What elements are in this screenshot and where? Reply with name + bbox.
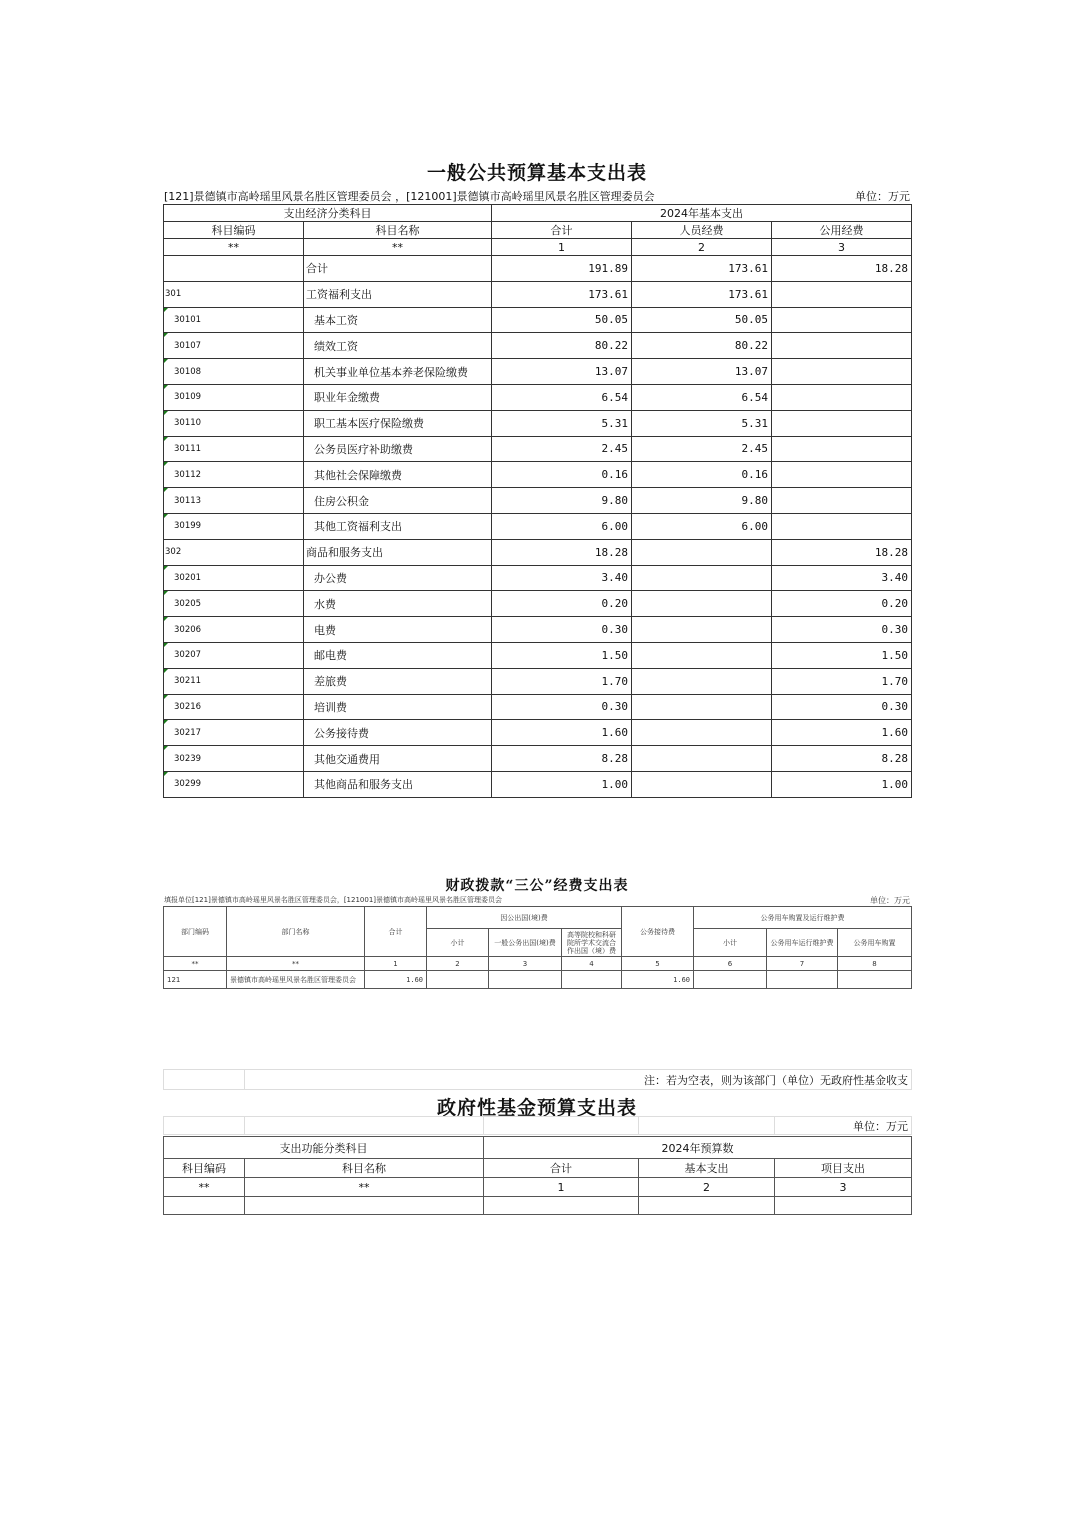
row-personnel: 13.07 [632, 359, 772, 385]
row-name: 其他工资福利支出 [304, 513, 492, 539]
table2-title: 财政拨款“三公”经费支出表 [445, 878, 629, 894]
row-name: 工资福利支出 [304, 281, 492, 307]
row-name: 住房公积金 [304, 488, 492, 514]
dept-reception: 1.60 [622, 971, 694, 989]
three-public-expenses-table [163, 906, 912, 989]
table-row [164, 256, 912, 282]
row-total: 18.28 [492, 539, 632, 565]
dept-name: 景德镇市高岭瑶里风景名胜区管理委员会 [227, 971, 365, 989]
row-public [772, 281, 912, 307]
row-code: 30206 [164, 617, 304, 643]
row-code: 30201 [164, 565, 304, 591]
table-row [164, 359, 912, 385]
row-name: 差旅费 [304, 668, 492, 694]
table3-note: 注：若为空表，则为该部门（单位）无政府性基金收支 [245, 1070, 912, 1090]
index-cell: ** [245, 1178, 484, 1197]
basic-expenditure-table [163, 204, 912, 798]
row-code: 30216 [164, 694, 304, 720]
row-code: 30111 [164, 436, 304, 462]
row-public [772, 436, 912, 462]
row-personnel: 6.54 [632, 384, 772, 410]
group-header-left: 支出经济分类科目 [164, 205, 492, 222]
h-abroad-school: 高等院校和科研院所学术交流合作出国（境）费 [562, 929, 622, 957]
row-public: 1.70 [772, 668, 912, 694]
index-cell: 3 [772, 239, 912, 256]
row-name: 办公费 [304, 565, 492, 591]
table3-unit-grid [163, 1116, 912, 1135]
dept-total: 1.60 [365, 971, 427, 989]
table-row [164, 462, 912, 488]
row-personnel [632, 642, 772, 668]
table-row [164, 971, 912, 989]
row-total: 0.20 [492, 591, 632, 617]
table-row [164, 771, 912, 797]
row-total: 3.40 [492, 565, 632, 591]
row-public [772, 307, 912, 333]
row-name: 职业年金缴费 [304, 384, 492, 410]
row-name: 其他商品和服务支出 [304, 771, 492, 797]
index-cell: 1 [365, 957, 427, 971]
table-row [164, 384, 912, 410]
group-header-right: 2024年基本支出 [492, 205, 912, 222]
row-code [164, 256, 304, 282]
index-cell: ** [164, 957, 227, 971]
index-cell: 2 [632, 239, 772, 256]
row-code: 30299 [164, 771, 304, 797]
row-personnel: 5.31 [632, 410, 772, 436]
index-cell: 2 [639, 1178, 775, 1197]
table-row [164, 668, 912, 694]
row-code: 30205 [164, 591, 304, 617]
col-header-code: 科目编码 [164, 1159, 245, 1178]
row-public [772, 462, 912, 488]
table-row [164, 642, 912, 668]
table-row [164, 746, 912, 772]
row-public: 0.20 [772, 591, 912, 617]
row-name: 其他交通费用 [304, 746, 492, 772]
h-abroad: 因公出国(境)费 [427, 907, 622, 929]
row-public: 18.28 [772, 539, 912, 565]
table2-unit: 单位：万元 [870, 896, 910, 905]
row-personnel [632, 694, 772, 720]
row-total: 6.54 [492, 384, 632, 410]
row-personnel [632, 746, 772, 772]
table3-unit: 单位：万元 [775, 1117, 912, 1135]
index-cell: 8 [838, 957, 912, 971]
table-row [164, 720, 912, 746]
row-public: 1.60 [772, 720, 912, 746]
h-abroad-sub: 小计 [427, 929, 489, 957]
index-cell: ** [304, 239, 492, 256]
row-name: 商品和服务支出 [304, 539, 492, 565]
row-total: 0.30 [492, 617, 632, 643]
table-row [164, 488, 912, 514]
index-cell: 6 [694, 957, 767, 971]
row-name: 其他社会保障缴费 [304, 462, 492, 488]
row-code: 30207 [164, 642, 304, 668]
row-total: 80.22 [492, 333, 632, 359]
col-header-personnel: 人员经费 [632, 222, 772, 239]
row-total: 8.28 [492, 746, 632, 772]
row-name: 基本工资 [304, 307, 492, 333]
col-header-name: 科目名称 [245, 1159, 484, 1178]
row-public: 1.00 [772, 771, 912, 797]
row-name: 职工基本医疗保险缴费 [304, 410, 492, 436]
dept-code: 121 [164, 971, 227, 989]
col-header-basic: 基本支出 [639, 1159, 775, 1178]
row-name: 绩效工资 [304, 333, 492, 359]
row-code: 30239 [164, 746, 304, 772]
row-personnel: 173.61 [632, 281, 772, 307]
index-cell: 1 [484, 1178, 639, 1197]
table-row [164, 694, 912, 720]
index-cell: 1 [492, 239, 632, 256]
row-code: 30112 [164, 462, 304, 488]
table1-unit: 单位：万元 [855, 190, 910, 203]
col-header-project: 项目支出 [775, 1159, 912, 1178]
row-personnel: 173.61 [632, 256, 772, 282]
col-header-public: 公用经费 [772, 222, 912, 239]
table1-org: [121]景德镇市高岭瑶里风景名胜区管理委员会 ，[121001]景德镇市高岭瑶里风景名胜区管理委员会 [164, 190, 655, 203]
table1-title: 一般公共预算基本支出表 [426, 162, 647, 184]
row-total: 173.61 [492, 281, 632, 307]
row-code: 30110 [164, 410, 304, 436]
group-header-left: 支出功能分类科目 [164, 1137, 484, 1159]
row-name: 公务接待费 [304, 720, 492, 746]
row-name: 邮电费 [304, 642, 492, 668]
index-cell: 5 [622, 957, 694, 971]
col-header-code: 科目编码 [164, 222, 304, 239]
row-public: 3.40 [772, 565, 912, 591]
table-row [164, 617, 912, 643]
h-vehicle-buy: 公务用车购置 [838, 929, 912, 957]
table-row [164, 539, 912, 565]
row-code: 30113 [164, 488, 304, 514]
row-personnel: 9.80 [632, 488, 772, 514]
row-personnel [632, 771, 772, 797]
table-row [164, 513, 912, 539]
row-personnel [632, 565, 772, 591]
row-personnel [632, 720, 772, 746]
row-total: 5.31 [492, 410, 632, 436]
row-total: 0.30 [492, 694, 632, 720]
row-personnel: 50.05 [632, 307, 772, 333]
row-public [772, 333, 912, 359]
index-cell: 7 [767, 957, 838, 971]
index-cell: 2 [427, 957, 489, 971]
row-code: 30211 [164, 668, 304, 694]
row-public [772, 410, 912, 436]
row-total: 1.60 [492, 720, 632, 746]
row-total: 191.89 [492, 256, 632, 282]
index-cell: ** [164, 239, 304, 256]
row-public: 8.28 [772, 746, 912, 772]
row-public: 0.30 [772, 617, 912, 643]
row-personnel [632, 591, 772, 617]
row-personnel: 6.00 [632, 513, 772, 539]
index-cell: ** [164, 1178, 245, 1197]
h-vehicle: 公务用车购置及运行维护费 [694, 907, 912, 929]
row-code: 30199 [164, 513, 304, 539]
col-header-total: 合计 [484, 1159, 639, 1178]
row-total: 13.07 [492, 359, 632, 385]
row-name: 合计 [304, 256, 492, 282]
row-code: 301 [164, 281, 304, 307]
row-public [772, 488, 912, 514]
row-personnel [632, 617, 772, 643]
col-header-total: 合计 [492, 222, 632, 239]
table3-title: 政府性基金预算支出表 [436, 1097, 637, 1119]
row-name: 电费 [304, 617, 492, 643]
table-row [164, 591, 912, 617]
h-vehicle-sub: 小计 [694, 929, 767, 957]
row-code: 30217 [164, 720, 304, 746]
row-total: 1.70 [492, 668, 632, 694]
row-public: 1.50 [772, 642, 912, 668]
index-cell: 3 [489, 957, 562, 971]
table-row [164, 333, 912, 359]
row-personnel [632, 668, 772, 694]
table-row [164, 307, 912, 333]
row-name: 公务员医疗补助缴费 [304, 436, 492, 462]
row-public [772, 513, 912, 539]
row-total: 1.50 [492, 642, 632, 668]
row-name: 培训费 [304, 694, 492, 720]
row-code: 30107 [164, 333, 304, 359]
row-personnel: 0.16 [632, 462, 772, 488]
row-personnel: 80.22 [632, 333, 772, 359]
index-cell: ** [227, 957, 365, 971]
table3-note-grid [163, 1069, 912, 1090]
row-public: 0.30 [772, 694, 912, 720]
row-public: 18.28 [772, 256, 912, 282]
table2-org: 填报单位[121]景德镇市高岭瑶里风景名胜区管理委员会，[121001]景德镇市高岭瑶里风景名胜区管理委员会 [164, 896, 503, 904]
row-code: 302 [164, 539, 304, 565]
table-row [164, 436, 912, 462]
row-personnel [632, 539, 772, 565]
row-name: 机关事业单位基本养老保险缴费 [304, 359, 492, 385]
col-header-name: 科目名称 [304, 222, 492, 239]
table-row [164, 281, 912, 307]
index-cell: 4 [562, 957, 622, 971]
row-total: 6.00 [492, 513, 632, 539]
h-total: 合计 [365, 907, 427, 957]
row-total: 1.00 [492, 771, 632, 797]
row-total: 9.80 [492, 488, 632, 514]
row-name: 水费 [304, 591, 492, 617]
h-vehicle-run: 公务用车运行维护费 [767, 929, 838, 957]
row-code: 30101 [164, 307, 304, 333]
table-row [164, 410, 912, 436]
empty-row [164, 1197, 912, 1215]
h-abroad-general: 一般公务出国(境)费 [489, 929, 562, 957]
table-row [164, 565, 912, 591]
row-personnel: 2.45 [632, 436, 772, 462]
row-public [772, 359, 912, 385]
row-total: 50.05 [492, 307, 632, 333]
h-dept-code: 部门编码 [164, 907, 227, 957]
row-total: 2.45 [492, 436, 632, 462]
h-reception: 公务接待费 [622, 907, 694, 957]
row-code: 30108 [164, 359, 304, 385]
row-total: 0.16 [492, 462, 632, 488]
index-cell: 3 [775, 1178, 912, 1197]
group-header-right: 2024年预算数 [484, 1137, 912, 1159]
row-code: 30109 [164, 384, 304, 410]
gov-fund-expenditure-table [163, 1136, 912, 1215]
h-dept-name: 部门名称 [227, 907, 365, 957]
row-public [772, 384, 912, 410]
